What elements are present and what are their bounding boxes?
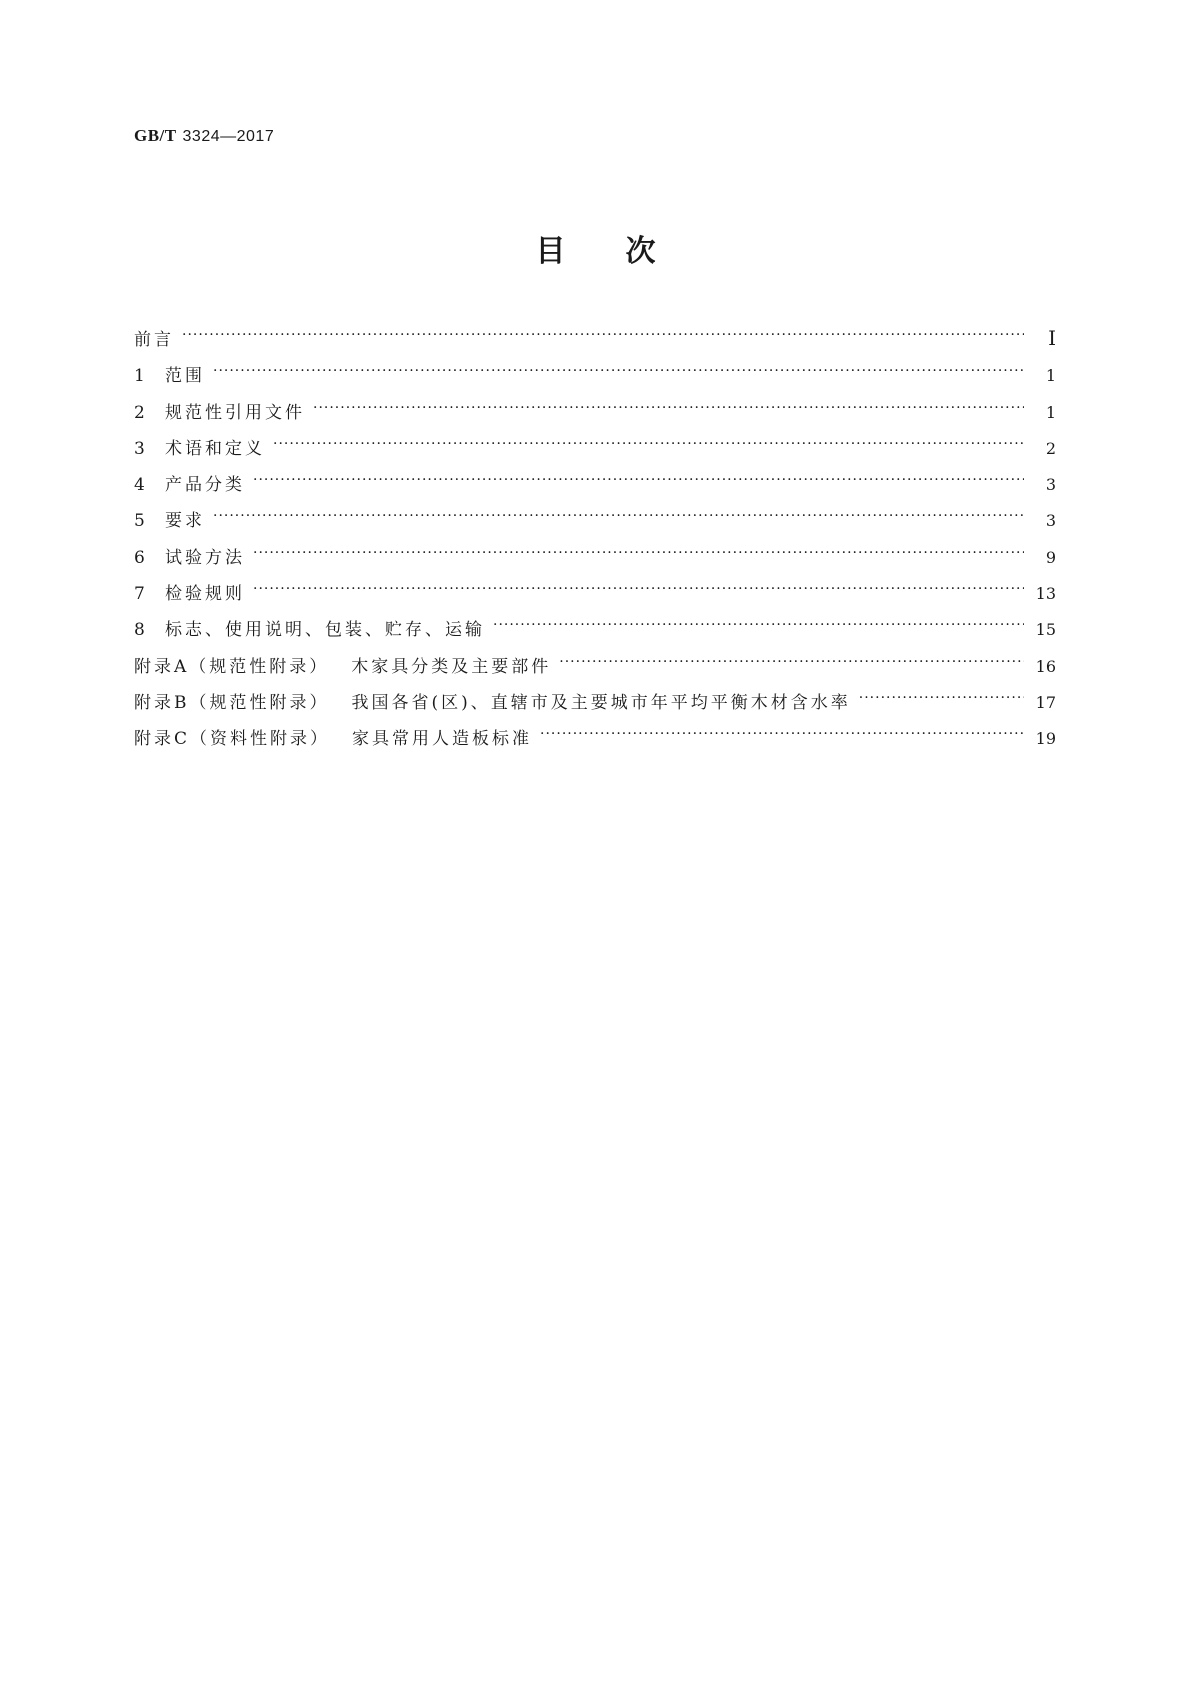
toc-entry-page: 2	[1045, 438, 1056, 458]
toc-entry-8[interactable]	[134, 615, 1056, 651]
toc-entry-label: 规范性引用文件	[165, 402, 305, 423]
toc-leader-dots	[540, 724, 1024, 744]
toc-leader-dots	[182, 325, 1024, 345]
toc-entry-page: 9	[1045, 547, 1056, 567]
toc-entry-6[interactable]	[134, 543, 1056, 579]
toc-entry-sublabel: 我国各省(区)、直辖市及主要城市年平均平衡木材含水率	[351, 692, 851, 713]
table-of-contents	[134, 325, 1056, 761]
toc-leader-dots	[253, 579, 1024, 599]
page-title: 目次	[535, 234, 716, 269]
toc-entry-appendix-c[interactable]	[134, 724, 1056, 760]
toc-entry-sublabel: 家具常用人造板标准	[352, 729, 533, 750]
toc-entry-number: 5	[134, 511, 145, 532]
toc-entry-page: 1	[1045, 366, 1056, 386]
document-code-number: 3324—2017	[182, 128, 275, 145]
toc-entry-foreword[interactable]	[134, 325, 1056, 361]
toc-entry-label: 要求	[165, 511, 205, 532]
toc-entry-label: 范围	[165, 366, 205, 387]
toc-leader-dots	[253, 543, 1024, 563]
toc-entry-5[interactable]	[134, 506, 1056, 542]
toc-entry-label: 附录B（规范性附录）	[134, 692, 330, 713]
toc-entry-number: 6	[134, 547, 145, 568]
toc-entry-number: 8	[134, 620, 145, 641]
toc-entry-page: 16	[1035, 656, 1056, 676]
toc-entry-label: 试验方法	[165, 547, 245, 568]
toc-entry-appendix-a[interactable]	[134, 652, 1056, 688]
toc-entry-label: 标志、使用说明、包装、贮存、运输	[165, 620, 485, 641]
toc-entry-2[interactable]	[134, 398, 1056, 434]
toc-entry-page: Ⅰ	[1048, 326, 1056, 350]
toc-entry-page: 1	[1045, 402, 1056, 422]
toc-leader-dots	[493, 615, 1024, 635]
document-code	[134, 126, 274, 146]
toc-entry-4[interactable]	[134, 470, 1056, 506]
toc-entry-label: 检验规则	[165, 584, 245, 605]
toc-entry-label: 附录A（规范性附录）	[134, 656, 330, 677]
toc-leader-dots	[859, 688, 1024, 708]
toc-entry-page: 15	[1035, 620, 1056, 640]
toc-entry-label: 前言	[134, 330, 174, 350]
toc-entry-page: 3	[1045, 511, 1056, 531]
toc-entry-number: 7	[134, 584, 145, 605]
toc-entry-label: 附录C（资料性附录）	[134, 729, 331, 750]
toc-entry-page: 19	[1035, 729, 1056, 749]
toc-entry-1[interactable]	[134, 361, 1056, 397]
toc-leader-dots	[213, 361, 1024, 381]
toc-leader-dots	[313, 398, 1024, 418]
toc-entry-appendix-b[interactable]	[134, 688, 1056, 724]
toc-entry-sublabel: 木家具分类及主要部件	[351, 656, 552, 677]
document-code-prefix: GB/T	[134, 126, 177, 145]
toc-leader-dots	[559, 652, 1024, 672]
toc-entry-number: 4	[134, 475, 145, 496]
toc-entry-page: 3	[1045, 475, 1056, 495]
toc-leader-dots	[253, 470, 1024, 490]
toc-entry-3[interactable]	[134, 434, 1056, 470]
toc-leader-dots	[273, 434, 1024, 454]
toc-entry-number: 3	[134, 438, 145, 459]
toc-entry-label: 产品分类	[165, 475, 245, 496]
toc-entry-number: 2	[134, 402, 145, 423]
toc-entry-number: 1	[134, 366, 145, 387]
toc-leader-dots	[213, 506, 1024, 526]
toc-entry-page: 17	[1035, 692, 1056, 712]
toc-entry-page: 13	[1035, 584, 1056, 604]
toc-entry-7[interactable]	[134, 579, 1056, 615]
toc-entry-label: 术语和定义	[165, 438, 265, 459]
